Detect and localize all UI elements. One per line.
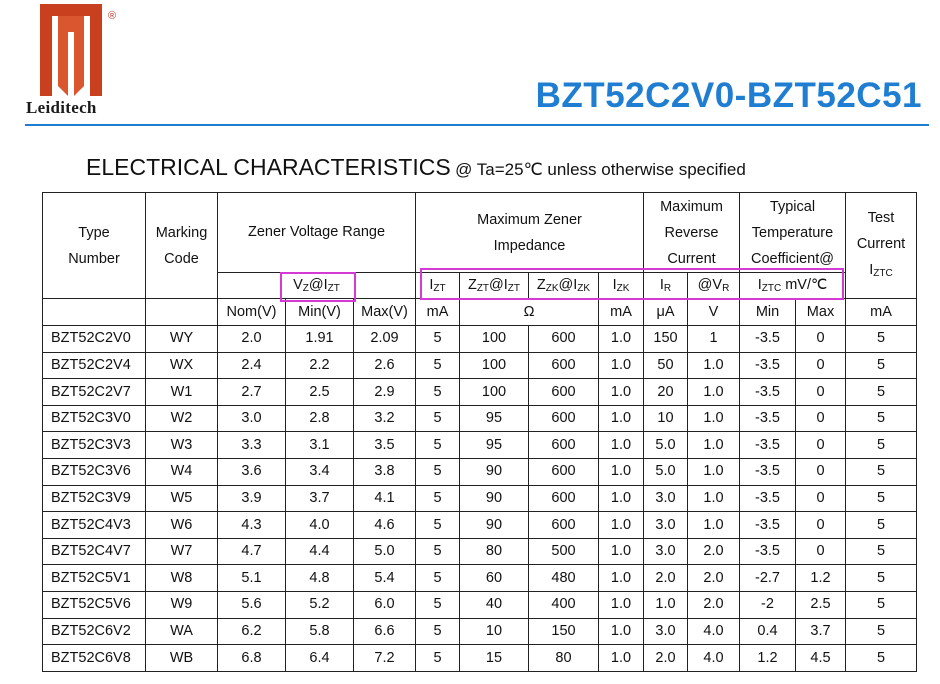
value-cell: 6.2 xyxy=(218,618,286,645)
marking-code-cell: WB xyxy=(146,645,218,672)
unit-cell: Max(V) xyxy=(354,299,416,326)
value-cell: 1.0 xyxy=(688,352,740,379)
value-cell: 2.0 xyxy=(688,538,740,565)
value-cell: 3.8 xyxy=(354,458,416,485)
value-cell: 6.8 xyxy=(218,645,286,672)
value-cell: 90 xyxy=(460,458,529,485)
value-cell: 150 xyxy=(644,326,688,353)
value-cell: 3.0 xyxy=(218,405,286,432)
value-cell: -3.5 xyxy=(740,379,796,406)
value-cell: 2.5 xyxy=(796,591,846,618)
table-row xyxy=(43,352,917,379)
marking-code-cell: WY xyxy=(146,326,218,353)
header-iztc-unit: $I_{ZTC}$ mV/℃ xyxy=(740,273,846,299)
type-number-cell: BZT52C5V1 xyxy=(43,565,146,592)
value-cell: 5 xyxy=(846,512,917,539)
value-cell: 4.3 xyxy=(218,512,286,539)
value-cell: 5 xyxy=(846,591,917,618)
value-cell: 5 xyxy=(416,458,460,485)
type-number-cell: BZT52C4V3 xyxy=(43,512,146,539)
header-test-current: Test Current $I_{ZTC}$ xyxy=(846,193,917,299)
table-row xyxy=(43,379,917,406)
value-cell: 3.7 xyxy=(796,618,846,645)
value-cell: -3.5 xyxy=(740,458,796,485)
value-cell: 5 xyxy=(416,379,460,406)
value-cell: 1 xyxy=(688,326,740,353)
value-cell: 5.6 xyxy=(218,591,286,618)
header-ir: $I_R$ xyxy=(644,273,688,299)
marking-code-cell: W4 xyxy=(146,458,218,485)
unit-cell: mA xyxy=(599,299,644,326)
value-cell: -3.5 xyxy=(740,352,796,379)
value-cell: 0 xyxy=(796,326,846,353)
highlight-vz-izt xyxy=(280,272,356,302)
value-cell: 5 xyxy=(846,485,917,512)
value-cell: 5 xyxy=(416,432,460,459)
type-number-cell: BZT52C2V4 xyxy=(43,352,146,379)
value-cell: 3.7 xyxy=(286,485,354,512)
header-marking-code: Marking Code xyxy=(146,193,218,299)
value-cell: 3.0 xyxy=(644,538,688,565)
value-cell: 5 xyxy=(416,352,460,379)
value-cell: 500 xyxy=(529,538,599,565)
header-zzk-at-izk: $Z_{ZK}@I_{ZK}$ xyxy=(529,273,599,299)
value-cell: 4.8 xyxy=(286,565,354,592)
value-cell: 3.1 xyxy=(286,432,354,459)
value-cell: 0 xyxy=(796,379,846,406)
value-cell: 0 xyxy=(796,432,846,459)
value-cell: 150 xyxy=(529,618,599,645)
value-cell: 4.1 xyxy=(354,485,416,512)
table-row xyxy=(43,405,917,432)
value-cell: 1.0 xyxy=(599,485,644,512)
value-cell: 1.0 xyxy=(688,458,740,485)
header-at-vr: $@V_R$ xyxy=(688,273,740,299)
value-cell: 7.2 xyxy=(354,645,416,672)
header-izk: $I_{ZK}$ xyxy=(599,273,644,299)
unit-cell: Ω xyxy=(460,299,599,326)
value-cell: 5.0 xyxy=(354,538,416,565)
brand-name: Leiditech xyxy=(26,98,97,117)
value-cell: 6.0 xyxy=(354,591,416,618)
value-cell: 40 xyxy=(460,591,529,618)
unit-cell: Min xyxy=(740,299,796,326)
value-cell: -3.5 xyxy=(740,326,796,353)
value-cell: 3.3 xyxy=(218,432,286,459)
value-cell: 95 xyxy=(460,432,529,459)
table-row xyxy=(43,591,917,618)
marking-code-cell: W8 xyxy=(146,565,218,592)
value-cell: 5 xyxy=(846,326,917,353)
value-cell: 4.0 xyxy=(688,618,740,645)
value-cell: 4.0 xyxy=(286,512,354,539)
marking-code-cell: WA xyxy=(146,618,218,645)
leiditech-logo xyxy=(26,4,126,117)
header-temp-coefficient: Typical Temperature Coefficient@ xyxy=(740,193,846,273)
value-cell: 5 xyxy=(846,618,917,645)
value-cell: 3.2 xyxy=(354,405,416,432)
value-cell: 100 xyxy=(460,326,529,353)
value-cell: 1.0 xyxy=(599,405,644,432)
value-cell: 95 xyxy=(460,405,529,432)
value-cell: 5 xyxy=(846,538,917,565)
value-cell: 4.6 xyxy=(354,512,416,539)
value-cell: 6.4 xyxy=(286,645,354,672)
value-cell: 5.8 xyxy=(286,618,354,645)
value-cell: 3.0 xyxy=(644,485,688,512)
value-cell: 5 xyxy=(416,565,460,592)
header-izt: $I_{ZT}$ xyxy=(416,273,460,299)
value-cell: 5.1 xyxy=(218,565,286,592)
value-cell: 1.0 xyxy=(599,591,644,618)
type-number-cell: BZT52C6V2 xyxy=(43,618,146,645)
type-number-cell: BZT52C3V9 xyxy=(43,485,146,512)
value-cell: 4.7 xyxy=(218,538,286,565)
table-row xyxy=(43,458,917,485)
value-cell: 2.8 xyxy=(286,405,354,432)
value-cell: 0 xyxy=(796,512,846,539)
value-cell: 5 xyxy=(846,379,917,406)
value-cell: 1.91 xyxy=(286,326,354,353)
value-cell: 480 xyxy=(529,565,599,592)
value-cell: 5 xyxy=(846,432,917,459)
type-number-cell: BZT52C3V6 xyxy=(43,458,146,485)
section-heading xyxy=(86,154,746,181)
unit-cell: mA xyxy=(416,299,460,326)
value-cell: 0 xyxy=(796,485,846,512)
highlight-impedance-current xyxy=(420,268,844,300)
table-row xyxy=(43,565,917,592)
value-cell: 3.5 xyxy=(354,432,416,459)
value-cell: 400 xyxy=(529,591,599,618)
value-cell: 2.4 xyxy=(218,352,286,379)
value-cell: 5 xyxy=(846,458,917,485)
value-cell: 3.0 xyxy=(644,512,688,539)
value-cell: 2.0 xyxy=(644,645,688,672)
value-cell: 50 xyxy=(644,352,688,379)
header-max-reverse-current: Maximum Reverse Current xyxy=(644,193,740,273)
value-cell: 15 xyxy=(460,645,529,672)
value-cell: 3.6 xyxy=(218,458,286,485)
logo-mark-icon xyxy=(40,4,102,96)
value-cell: 90 xyxy=(460,512,529,539)
value-cell: 5 xyxy=(416,618,460,645)
value-cell: 100 xyxy=(460,352,529,379)
electrical-characteristics-table xyxy=(42,192,917,672)
value-cell: 5 xyxy=(416,645,460,672)
value-cell: -2.7 xyxy=(740,565,796,592)
header-zzt-at-izt: $Z_{ZT}@I_{ZT}$ xyxy=(460,273,529,299)
marking-code-cell: W2 xyxy=(146,405,218,432)
value-cell: 2.9 xyxy=(354,379,416,406)
value-cell: 5.0 xyxy=(644,458,688,485)
heading-condition: @ Ta=25℃ unless otherwise specified xyxy=(455,160,746,179)
value-cell: 2.5 xyxy=(286,379,354,406)
value-cell: 0 xyxy=(796,538,846,565)
value-cell: 2.09 xyxy=(354,326,416,353)
value-cell: 10 xyxy=(644,405,688,432)
value-cell: 5 xyxy=(416,538,460,565)
header-max-zener-impedance: Maximum Zener Impedance xyxy=(416,193,644,273)
value-cell: 600 xyxy=(529,352,599,379)
value-cell: 2.0 xyxy=(644,565,688,592)
value-cell: 0.4 xyxy=(740,618,796,645)
value-cell: 5 xyxy=(416,405,460,432)
unit-cell: μA xyxy=(644,299,688,326)
unit-cell: Nom(V) xyxy=(218,299,286,326)
value-cell: 600 xyxy=(529,432,599,459)
value-cell: 2.7 xyxy=(218,379,286,406)
value-cell: 1.0 xyxy=(599,379,644,406)
value-cell: 90 xyxy=(460,485,529,512)
value-cell: 4.0 xyxy=(688,645,740,672)
marking-code-cell: W6 xyxy=(146,512,218,539)
value-cell: 1.0 xyxy=(599,538,644,565)
type-number-cell: BZT52C4V7 xyxy=(43,538,146,565)
value-cell: 1.0 xyxy=(599,326,644,353)
value-cell: 10 xyxy=(460,618,529,645)
value-cell: 1.0 xyxy=(599,645,644,672)
type-number-cell: BZT52C3V3 xyxy=(43,432,146,459)
value-cell: 1.0 xyxy=(688,405,740,432)
value-cell: -2 xyxy=(740,591,796,618)
value-cell: 0 xyxy=(796,458,846,485)
value-cell: 5 xyxy=(846,565,917,592)
value-cell: 6.6 xyxy=(354,618,416,645)
value-cell: 5 xyxy=(846,405,917,432)
value-cell: 2.0 xyxy=(688,591,740,618)
value-cell: -3.5 xyxy=(740,512,796,539)
value-cell: 2.2 xyxy=(286,352,354,379)
value-cell: 4.5 xyxy=(796,645,846,672)
header-type-number: Type Number xyxy=(43,193,146,299)
value-cell: 3.0 xyxy=(644,618,688,645)
marking-code-cell: W3 xyxy=(146,432,218,459)
marking-code-cell: W1 xyxy=(146,379,218,406)
unit-cell: V xyxy=(688,299,740,326)
value-cell: 600 xyxy=(529,379,599,406)
unit-cell: Min(V) xyxy=(286,299,354,326)
value-cell: 1.0 xyxy=(688,512,740,539)
heading-main: ELECTRICAL CHARACTERISTICS xyxy=(86,154,451,180)
value-cell: 600 xyxy=(529,405,599,432)
header-zener-voltage-range: Zener Voltage Range xyxy=(218,193,416,273)
value-cell: 5 xyxy=(416,326,460,353)
table-row xyxy=(43,538,917,565)
value-cell: 1.0 xyxy=(688,432,740,459)
type-number-cell: BZT52C2V7 xyxy=(43,379,146,406)
value-cell: -3.5 xyxy=(740,538,796,565)
value-cell: 0 xyxy=(796,405,846,432)
marking-code-cell: WX xyxy=(146,352,218,379)
table-row xyxy=(43,618,917,645)
value-cell: 1.0 xyxy=(599,618,644,645)
header-divider xyxy=(25,124,929,126)
value-cell: 80 xyxy=(529,645,599,672)
table-row xyxy=(43,432,917,459)
part-title: BZT52C2V0-BZT52C51 xyxy=(535,76,922,115)
value-cell: 1.0 xyxy=(599,565,644,592)
marking-code-cell: W9 xyxy=(146,591,218,618)
value-cell: -3.5 xyxy=(740,405,796,432)
value-cell: 5 xyxy=(416,485,460,512)
value-cell: 600 xyxy=(529,485,599,512)
value-cell: 5.4 xyxy=(354,565,416,592)
value-cell: 4.4 xyxy=(286,538,354,565)
unit-cell: mA xyxy=(846,299,917,326)
value-cell: 1.0 xyxy=(644,591,688,618)
value-cell: 5 xyxy=(416,512,460,539)
type-number-cell: BZT52C2V0 xyxy=(43,326,146,353)
value-cell: 5 xyxy=(846,352,917,379)
table-row xyxy=(43,326,917,353)
value-cell: 5 xyxy=(846,645,917,672)
value-cell: 3.9 xyxy=(218,485,286,512)
value-cell: 3.4 xyxy=(286,458,354,485)
header-vz-at-izt: $V_Z@I_{ZT}$ xyxy=(218,273,416,299)
value-cell: 1.2 xyxy=(740,645,796,672)
value-cell: 1.0 xyxy=(688,485,740,512)
value-cell: 600 xyxy=(529,512,599,539)
value-cell: -3.5 xyxy=(740,432,796,459)
value-cell: 1.0 xyxy=(599,458,644,485)
marking-code-cell: W7 xyxy=(146,538,218,565)
value-cell: 5 xyxy=(416,591,460,618)
type-number-cell: BZT52C3V0 xyxy=(43,405,146,432)
value-cell: 5.0 xyxy=(644,432,688,459)
value-cell: 5.2 xyxy=(286,591,354,618)
value-cell: 0 xyxy=(796,352,846,379)
table-row xyxy=(43,485,917,512)
value-cell: 1.0 xyxy=(688,379,740,406)
table-row xyxy=(43,645,917,672)
type-number-cell: BZT52C6V8 xyxy=(43,645,146,672)
registered-mark: ® xyxy=(108,10,117,22)
value-cell: 2.0 xyxy=(688,565,740,592)
units-row xyxy=(43,299,917,326)
value-cell: 1.0 xyxy=(599,512,644,539)
table-row xyxy=(43,512,917,539)
value-cell: 100 xyxy=(460,379,529,406)
value-cell: 60 xyxy=(460,565,529,592)
value-cell: 1.0 xyxy=(599,352,644,379)
value-cell: 1.0 xyxy=(599,432,644,459)
value-cell: 2.0 xyxy=(218,326,286,353)
value-cell: 1.2 xyxy=(796,565,846,592)
value-cell: 600 xyxy=(529,458,599,485)
value-cell: 80 xyxy=(460,538,529,565)
value-cell: 20 xyxy=(644,379,688,406)
value-cell: 2.6 xyxy=(354,352,416,379)
value-cell: -3.5 xyxy=(740,485,796,512)
value-cell: 600 xyxy=(529,326,599,353)
marking-code-cell: W5 xyxy=(146,485,218,512)
unit-cell: Max xyxy=(796,299,846,326)
type-number-cell: BZT52C5V6 xyxy=(43,591,146,618)
